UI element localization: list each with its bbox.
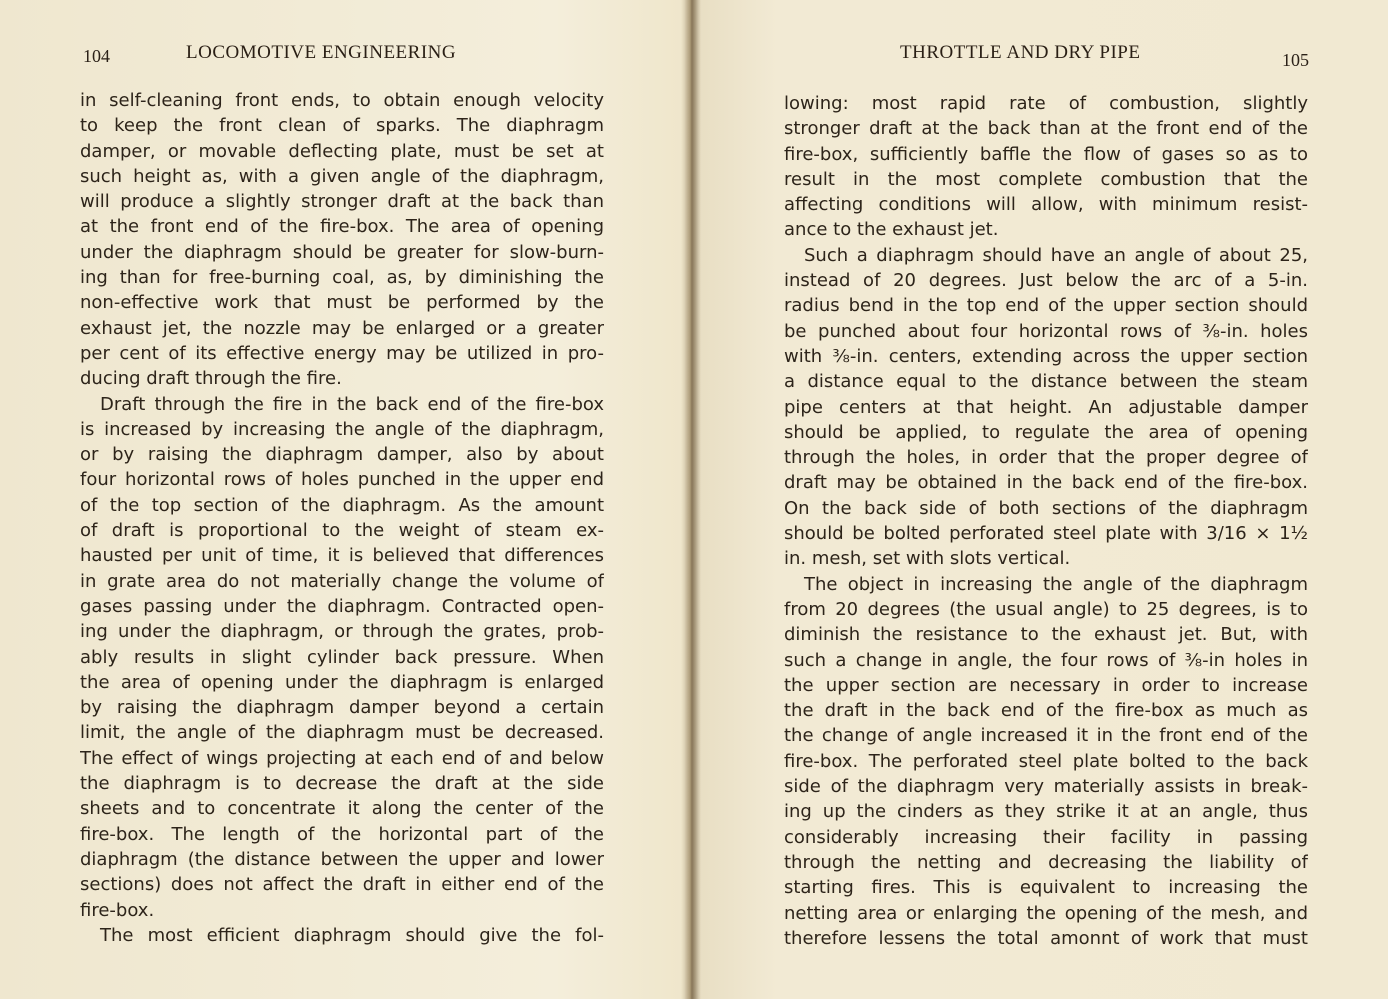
text-line: the draft in the back end of the fire-box as much as	[784, 700, 1308, 722]
text-line: result in the most complete combustion that the	[784, 168, 1308, 190]
text-line: is increased by increasing the angle of the diaphragm,	[80, 418, 604, 440]
text-line: the area of opening under the diaphragm is enlarged	[80, 671, 604, 693]
text-line: with ⅜-in. centers, extending across the upper section	[784, 345, 1308, 367]
text-line: of the top section of the diaphragm. As the amount	[80, 494, 604, 516]
page-number: 105	[1282, 50, 1309, 70]
text-line: ing up the cinders as they strike it at an angle, thus	[784, 801, 1308, 823]
page-number: 104	[83, 46, 110, 66]
running-head: THROTTLE AND DRY PIPE	[900, 42, 1141, 63]
text-line: damper, or movable deflecting plate, must be set at	[80, 140, 604, 162]
text-line: ance to the exhaust jet.	[784, 219, 999, 241]
text-line: diaphragm (the distance between the upper and lower	[80, 848, 604, 870]
text-line: stronger draft at the back than at the front end of the	[784, 118, 1308, 140]
text-line: the change of angle increased it in the front end of the	[784, 725, 1308, 747]
text-line: such a change in angle, the four rows of ⅜-in holes in	[784, 649, 1308, 671]
text-line: draft may be obtained in the back end of the fire-box.	[784, 472, 1308, 494]
text-line: fire-box. The length of the horizontal part of the	[80, 823, 604, 845]
text-line: the upper section are necessary in order to increase	[784, 674, 1308, 696]
text-line: under the diaphragm should be greater for slow-burn-	[80, 241, 604, 263]
text-line: of draft is proportional to the weight of steam ex-	[80, 520, 604, 542]
text-line: in self-cleaning front ends, to obtain enough velocity	[80, 90, 604, 111]
text-line: ducing draft through the fire.	[80, 368, 342, 390]
text-line: such height as, with a given angle of the diaphragm,	[80, 165, 604, 187]
page-body	[80, 88, 604, 948]
text-line: fire-box, sufficiently baffle the flow of gases so as to	[784, 143, 1308, 165]
text-line: sheets and to concentrate it along the center of the	[80, 798, 604, 820]
text-line: starting fires. This is equivalent to increasing the	[784, 877, 1308, 899]
text-line: sections) does not affect the draft in either end of the	[80, 874, 604, 896]
text-line: limit, the angle of the diaphragm must be decreased.	[80, 722, 604, 744]
text-line: diminish the resistance to the exhaust jet. But, with	[784, 624, 1308, 646]
text-line: the diaphragm is to decrease the draft at the side	[80, 773, 604, 795]
text-line: non-effective work that must be performed by the	[80, 292, 604, 314]
text-line: considerably increasing their facility in passing	[784, 826, 1308, 848]
text-line: by raising the diaphragm damper beyond a certain	[80, 697, 604, 719]
text-line: The most efficient diaphragm should give the fol-	[100, 924, 604, 946]
text-line: from 20 degrees (the usual angle) to 25 degrees, is to	[784, 598, 1308, 620]
text-line: pipe centers at that height. An adjustable damper	[784, 396, 1308, 418]
text-line: ing than for free-burning coal, as, by diminishing the	[80, 267, 604, 289]
text-line: a distance equal to the distance between the steam	[784, 371, 1308, 393]
text-line: should be applied, to regulate the area of opening	[784, 421, 1308, 443]
left-page	[0, 0, 690, 999]
text-line: netting area or enlarging the opening of the mesh, and	[784, 902, 1308, 924]
text-line: in. mesh, set with slots vertical.	[784, 548, 1071, 570]
text-line: fire-box. The perforated steel plate bolted to the back	[784, 750, 1308, 772]
text-line: be punched about four horizontal rows of ⅜-in. holes	[784, 320, 1308, 342]
text-line: On the back side of both sections of the diaphragm	[784, 497, 1308, 519]
text-line: or by raising the diaphragm damper, also by about	[80, 444, 604, 466]
text-line: The object in increasing the angle of the diaphragm	[804, 573, 1308, 595]
running-head: LOCOMOTIVE ENGINEERING	[186, 42, 457, 63]
text-line: The effect of wings projecting at each end of and below	[80, 747, 604, 769]
text-line: per cent of its effective energy may be utilized in pro-	[80, 342, 604, 364]
text-line: will produce a slightly stronger draft at the back than	[80, 191, 604, 213]
text-line: ably results in slight cylinder back pressure. When	[80, 646, 604, 668]
text-line: at the front end of the fire-box. The area of opening	[80, 216, 604, 238]
text-line: Draft through the fire in the back end of the fire-box	[100, 393, 604, 415]
text-line: Such a diaphragm should have an angle of about 25,	[804, 244, 1308, 266]
text-line: should be bolted perforated steel plate with 3/16 × 1½	[784, 523, 1308, 545]
text-line: gases passing under the diaphragm. Contracted open-	[80, 595, 604, 617]
page-body	[784, 91, 1308, 951]
text-line: instead of 20 degrees. Just below the arc of a 5-in.	[784, 270, 1308, 292]
text-line: ing under the diaphragm, or through the grates, prob-	[80, 621, 604, 643]
right-page	[694, 0, 1388, 999]
text-line: lowing: most rapid rate of combustion, slightly	[784, 93, 1308, 114]
text-line: hausted per unit of time, it is believed that differences	[80, 545, 604, 567]
text-line: to keep the front clean of sparks. The diaphragm	[80, 115, 604, 137]
text-line: side of the diaphragm very materially assists in break-	[784, 776, 1308, 798]
text-line: through the holes, in order that the proper degree of	[784, 447, 1308, 469]
text-line: exhaust jet, the nozzle may be enlarged or a greater	[80, 317, 604, 339]
text-line: through the netting and decreasing the liability of	[784, 851, 1308, 873]
text-line: four horizontal rows of holes punched in the upper end	[80, 469, 604, 491]
text-line: in grate area do not materially change the volume of	[80, 570, 604, 592]
text-line: fire-box.	[80, 899, 155, 921]
text-line: radius bend in the top end of the upper section should	[784, 295, 1308, 317]
text-line: affecting conditions will allow, with minimum resist-	[784, 194, 1308, 216]
text-line: therefore lessens the total amonnt of work that must	[784, 927, 1308, 949]
